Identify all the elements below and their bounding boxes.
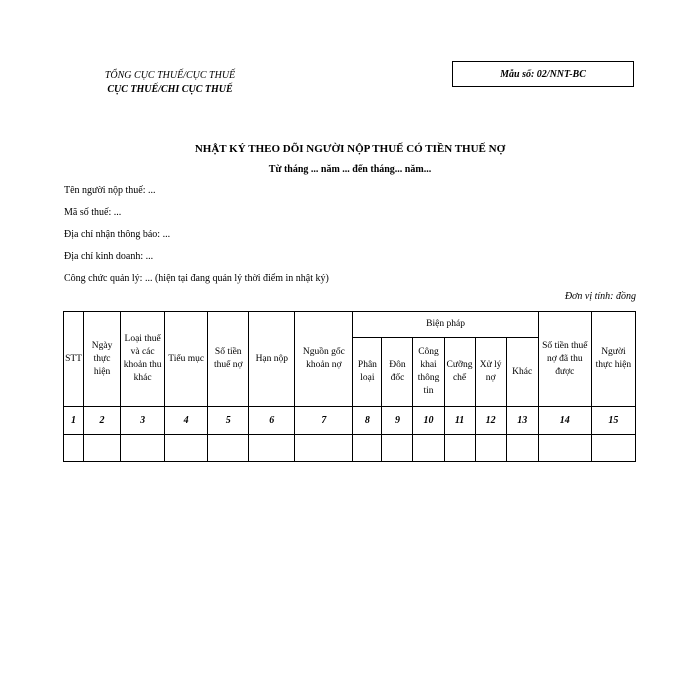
- column-number: 15: [591, 407, 635, 435]
- taxpayer-fields: [64, 184, 329, 294]
- debt-log-table: [63, 311, 636, 462]
- form-code-box: [452, 61, 634, 87]
- header-debt-handling: Xử lý nợ: [475, 338, 506, 407]
- agency-line-1: TỔNG CỤC THUẾ/CỤC THUẾ: [104, 70, 236, 81]
- column-number: 14: [538, 407, 591, 435]
- table-cell: [208, 435, 249, 462]
- column-number: 6: [249, 407, 295, 435]
- column-number: 1: [64, 407, 84, 435]
- column-number: 3: [121, 407, 165, 435]
- header-other: Khác: [506, 338, 538, 407]
- column-number: 2: [84, 407, 121, 435]
- document-period: Từ tháng ... năm ... đến tháng... năm...: [268, 164, 432, 175]
- column-number-row: [64, 407, 636, 435]
- column-number: 8: [353, 407, 382, 435]
- column-number: 11: [444, 407, 475, 435]
- form-code: Mẫu số: 02/NNT-BC: [500, 68, 586, 80]
- table-cell: [165, 435, 208, 462]
- header-urging: Đôn đốc: [382, 338, 413, 407]
- header-classification: Phân loại: [353, 338, 382, 407]
- table-cell: [413, 435, 444, 462]
- table-cell: [64, 435, 84, 462]
- header-collected: Số tiền thuế nợ đã thu được: [538, 312, 591, 407]
- header-date: Ngày thực hiện: [84, 312, 121, 407]
- header-due-date: Hạn nộp: [249, 312, 295, 407]
- table-cell: [295, 435, 353, 462]
- column-number: 9: [382, 407, 413, 435]
- header-debt-amount: Số tiền thuế nợ: [208, 312, 249, 407]
- agency-line-2: CỤC THUẾ/CHI CỤC THUẾ: [107, 84, 233, 95]
- field-notice-address: Địa chỉ nhận thông báo: ...: [64, 229, 171, 240]
- table-cell: [591, 435, 635, 462]
- column-number: 7: [295, 407, 353, 435]
- field-manager: Công chức quản lý: ... (hiện tại đang quản lý thời điểm in nhật ký): [64, 273, 329, 284]
- table-cell: [538, 435, 591, 462]
- header-stt: STT: [64, 312, 84, 407]
- column-number: 5: [208, 407, 249, 435]
- table-cell: [249, 435, 295, 462]
- table-row: [64, 435, 636, 462]
- column-number: 10: [413, 407, 444, 435]
- column-number: 12: [475, 407, 506, 435]
- header-enforcement: Cưỡng chế: [444, 338, 475, 407]
- header-sub-item: Tiểu mục: [165, 312, 208, 407]
- document-title: NHẬT KÝ THEO DÕI NGƯỜI NỘP THUẾ CÓ TIỀN THUẾ NỢ: [194, 143, 506, 155]
- table-cell: [444, 435, 475, 462]
- table-cell: [382, 435, 413, 462]
- table-cell: [506, 435, 538, 462]
- field-taxpayer-name: Tên người nộp thuế: ...: [64, 185, 156, 196]
- header-tax-type: Loại thuế và các khoản thu khác: [121, 312, 165, 407]
- table-cell: [84, 435, 121, 462]
- field-tax-code: Mã số thuế: ...: [64, 207, 122, 218]
- table-cell: [353, 435, 382, 462]
- agency-block: [70, 69, 270, 97]
- header-measures: Biện pháp: [353, 312, 538, 338]
- column-number: 4: [165, 407, 208, 435]
- table-cell: [121, 435, 165, 462]
- header-executor: Người thực hiện: [591, 312, 635, 407]
- unit-label: Đơn vị tính: đồng: [564, 291, 636, 302]
- header-publicize: Công khai thông tin: [413, 338, 444, 407]
- field-business-address: Địa chỉ kinh doanh: ...: [64, 251, 154, 262]
- header-debt-origin: Nguồn gốc khoản nợ: [295, 312, 353, 407]
- table-cell: [475, 435, 506, 462]
- column-number: 13: [506, 407, 538, 435]
